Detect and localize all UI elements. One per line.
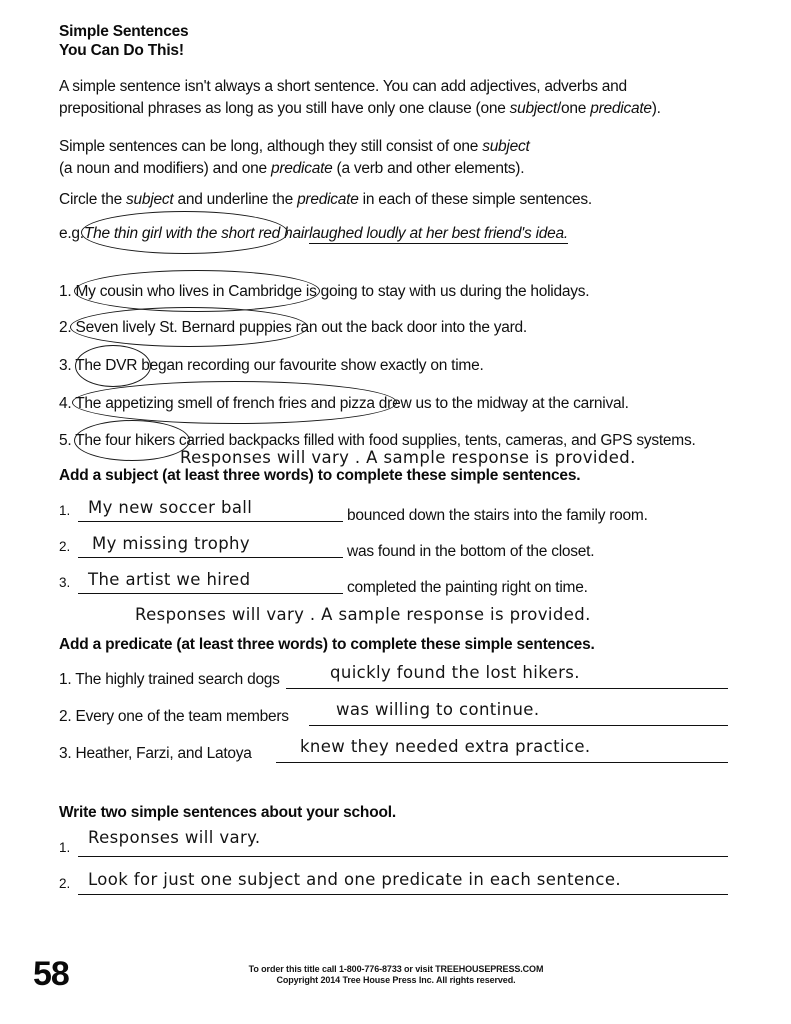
write-two-item-1-answer[interactable]: Responses will vary. [88,828,261,848]
example-sentence [59,222,568,245]
term-subject: subject [509,100,557,117]
intro-text: (a verb and other elements). [332,160,525,177]
add-subject-item-2-answer[interactable]: My missing trophy [92,534,251,554]
circle-item-4 [59,392,629,415]
page-title-line-2: You Can Do This! [59,42,184,59]
item-rest: drew us to the midway at the carnival. [374,395,629,412]
item-subject: My cousin who lives in Cambridge [75,283,302,300]
add-predicate-item-2-answer[interactable]: was willing to continue. [336,700,540,720]
footer-order-line: To order this title call 1-800-776-8733 or visit TREEHOUSEPRESS.COM [248,964,544,974]
item-rest: is going to stay with us during the holidays. [301,283,590,300]
intro-paragraph-1-line-2 [59,97,661,120]
write-two-item-2-blank[interactable] [78,894,728,895]
add-subject-item-1-tail: bounced down the stairs into the family room. [347,507,648,524]
intro-paragraph-2-line-2 [59,157,524,180]
add-subject-item-3-tail: completed the painting right on time. [347,579,588,596]
intro-text: (a noun and modifiers) and one [59,160,271,177]
add-predicate-item-3-lead-wrap [59,742,252,765]
item-subject: The appetizing smell of french fries and pizza [75,395,375,412]
instruction-text: in each of these simple sentences. [358,191,592,208]
intro-text: Simple sentences can be long, although they still consist of one [59,138,483,155]
footer-copyright-line: Copyright 2014 Tree House Press Inc. All rights reserved. [276,975,516,985]
circle-item-3 [59,354,484,377]
term-predicate: predicate [270,160,333,177]
write-two-item-1-number: 1. [59,840,71,855]
item-subject: The four hikers [75,432,175,449]
item-number: 3. [59,357,72,374]
add-subject-item-3-number: 3. [59,575,71,590]
write-two-item-1-blank[interactable] [78,856,728,857]
add-predicate-item-3-lead: Heather, Farzi, and Latoya [75,745,252,762]
item-number: 1. [59,283,72,300]
write-two-heading: Write two simple sentences about your school. [59,804,396,821]
item-rest: began recording our favourite show exactly on time. [137,357,484,374]
add-subject-item-1-answer[interactable]: My new soccer ball [88,498,253,518]
add-subject-item-1-blank[interactable] [78,521,343,522]
add-predicate-item-3-blank[interactable] [276,762,728,763]
item-number: 4. [59,395,72,412]
example-subject: The thin girl with the short red hair [83,225,309,242]
add-predicate-heading: Add a predicate (at least three words) to complete these simple sentences. [59,636,595,653]
write-two-item-2-answer[interactable]: Look for just one subject and one predicate in each sentence. [88,870,621,890]
page-number: 58 [33,955,69,993]
add-predicate-item-2-blank[interactable] [309,725,728,726]
write-two-item-2-number: 2. [59,876,71,891]
intro-paragraph-2-line-1 [59,135,530,158]
item-number: 5. [59,432,72,449]
circle-item-2 [59,316,527,339]
teacher-annotation-2: Responses will vary . A sample response is provided. [135,605,591,625]
add-predicate-item-1-lead-wrap [59,668,280,691]
item-number: 3. [59,745,72,762]
add-predicate-item-1-lead: The highly trained search dogs [75,671,280,688]
item-subject: The DVR [75,357,138,374]
intro-text: ). [651,100,661,117]
example-label: e.g. [59,225,84,242]
page-title-line-1: Simple Sentences [59,23,189,40]
item-rest: carried backpacks filled with food supplies, tents, cameras, and GPS systems. [174,432,696,449]
term-predicate: predicate [297,191,359,208]
intro-text: prepositional phrases as long as you still have only one clause (one [59,100,510,117]
instruction-text: Circle the [59,191,127,208]
teacher-annotation-1: Responses will vary . A sample response is provided. [180,448,636,468]
circle-item-1 [59,280,589,303]
add-subject-item-1-number: 1. [59,503,71,518]
item-rest: ran out the back door into the yard. [291,319,527,336]
add-predicate-item-1-blank[interactable] [286,688,728,689]
term-subject: subject [482,138,530,155]
instruction-text: and underline the [173,191,298,208]
add-subject-item-2-number: 2. [59,539,71,554]
intro-paragraph-1-line-1: A simple sentence isn't always a short sentence. You can add adjectives, adverbs and [59,78,627,95]
term-subject: subject [126,191,174,208]
item-subject: Seven lively St. Bernard puppies [75,319,292,336]
item-number: 2. [59,708,72,725]
add-predicate-item-1-answer[interactable]: quickly found the lost hikers. [330,663,580,683]
add-predicate-item-2-lead: Every one of the team members [75,708,289,725]
add-predicate-item-3-answer[interactable]: knew they needed extra practice. [300,737,591,757]
term-predicate: predicate [590,100,652,117]
add-subject-item-3-answer[interactable]: The artist we hired [88,570,251,590]
add-subject-item-2-blank[interactable] [78,557,343,558]
add-subject-item-2-tail: was found in the bottom of the closet. [347,543,595,560]
example-predicate: laughed loudly at her best friend's idea. [308,225,568,242]
item-number: 1. [59,671,72,688]
circle-instruction [59,188,592,211]
add-subject-item-3-blank[interactable] [78,593,343,594]
intro-text: /one [557,100,591,117]
item-number: 2. [59,319,72,336]
add-predicate-item-2-lead-wrap [59,705,289,728]
add-subject-heading: Add a subject (at least three words) to complete these simple sentences. [59,467,581,484]
